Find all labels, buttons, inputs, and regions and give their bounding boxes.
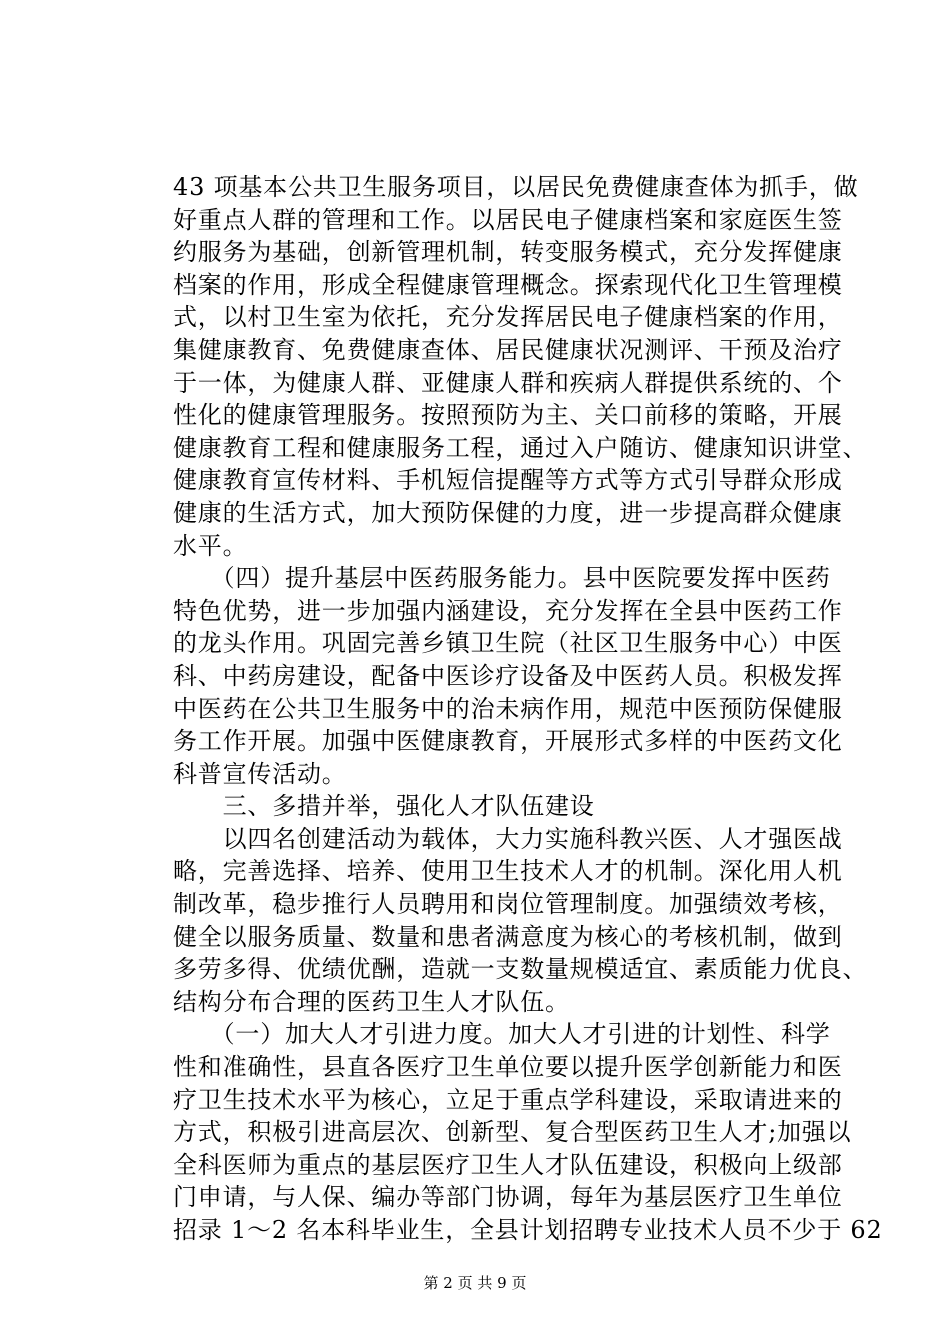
text-line: 好重点人群的管理和工作。以居民电子健康档案和家庭医生签 [173, 205, 843, 234]
text-line: 结构分布合理的医药卫生人才队伍。 [173, 987, 570, 1016]
text-line: 的龙头作用。巩固完善乡镇卫生院（社区卫生服务中心）中医 [173, 629, 843, 658]
body-text [173, 171, 883, 1247]
text-line: 以四名创建活动为载体，大力实施科教兴医、人才强医战 [173, 824, 843, 853]
text-line: 健全以服务质量、数量和患者满意度为核心的考核机制，做到 [173, 922, 843, 951]
text-line: 务工作开展。加强中医健康教育，开展形式多样的中医药文化 [173, 727, 843, 756]
text-line: 43 项基本公共卫生服务项目，以居民免费健康查体为抓手，做 [173, 173, 859, 201]
text-line: 集健康教育、免费健康查体、居民健康状况测评、干预及治疗 [173, 335, 843, 364]
text-line: 健康教育工程和健康服务工程，通过入户随访、健康知识讲堂、 [173, 433, 868, 462]
text-line: 中医药在公共卫生服务中的治未病作用，规范中医预防保健服 [173, 694, 843, 723]
text-line: 约服务为基础，创新管理机制，转变服务模式，充分发挥健康 [173, 238, 843, 267]
section-heading: 三、多措并举，强化人才队伍建设 [173, 792, 595, 821]
text-line: 特色优势，进一步加强内涵建设，充分发挥在全县中医药工作 [173, 596, 843, 625]
text-line: 档案的作用，形成全程健康管理概念。探索现代化卫生管理模 [173, 270, 843, 299]
text-line: 全科医师为重点的基层医疗卫生人才队伍建设，积极向上级部 [173, 1150, 843, 1179]
text-line: 门申请，与人保、编办等部门协调，每年为基层医疗卫生单位 [173, 1183, 843, 1212]
text-line: 多劳多得、优绩优酬，造就一支数量规模适宜、素质能力优良、 [173, 955, 868, 984]
text-line: 略，完善选择、培养、使用卫生技术人才的机制。深化用人机 [173, 857, 843, 886]
text-line: 招录 1～2 名本科毕业生，全县计划招聘专业技术人员不少于 62 [173, 1216, 883, 1244]
text-line: 健康的生活方式，加大预防保健的力度，进一步提高群众健康 [173, 498, 843, 527]
text-line: 性化的健康管理服务。按照预防为主、关口前移的策略，开展 [173, 401, 843, 430]
text-line: 科普宣传活动。 [173, 759, 347, 788]
text-line: 健康教育宣传材料、手机短信提醒等方式等方式引导群众形成 [173, 466, 843, 495]
text-line: 方式，积极引进高层次、创新型、复合型医药卫生人才;加强以 [173, 1118, 852, 1147]
text-line: 于一体，为健康人群、亚健康人群和疾病人群提供系统的、个 [173, 368, 843, 397]
text-line: 疗卫生技术水平为核心，立足于重点学科建设，采取请进来的 [173, 1085, 843, 1114]
page-footer: 第 2 页 共 9 页 [423, 1274, 527, 1292]
text-line: 性和准确性，县直各医疗卫生单位要以提升医学创新能力和医 [173, 1053, 843, 1082]
text-line: 制改革，稳步推行人员聘用和岗位管理制度。加强绩效考核， [173, 890, 843, 919]
text-line: 式，以村卫生室为依托，充分发挥居民电子健康档案的作用， [173, 303, 843, 332]
text-line: 水平。 [173, 531, 248, 560]
text-line: （一）加大人才引进力度。加大人才引进的计划性、科学 [173, 1020, 831, 1049]
text-line: （四）提升基层中医药服务能力。县中医院要发挥中医药 [173, 564, 831, 593]
text-line: 科、中药房建设，配备中医诊疗设备及中医药人员。积极发挥 [173, 661, 843, 690]
